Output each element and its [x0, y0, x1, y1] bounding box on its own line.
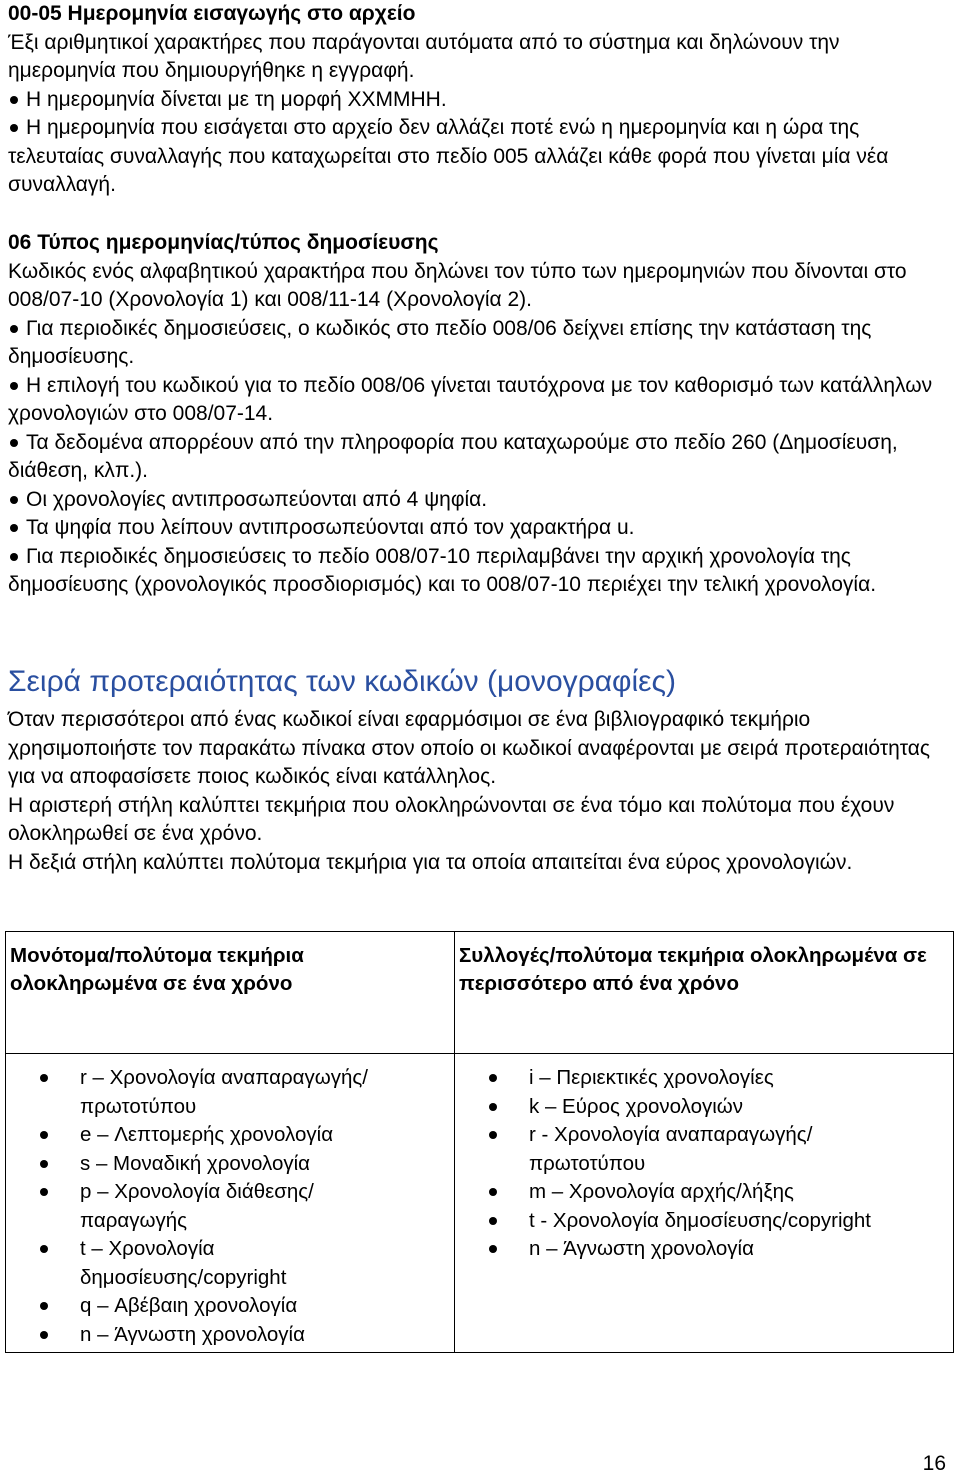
- section-title: 06 Τύπος ημερομηνίας/τύπος δημοσίευσης: [8, 231, 439, 254]
- paragraph: Όταν περισσότεροι από ένας κωδικοί είναι εφαρμόσιμοι σε ένα βιβλιογραφικό τεκμήριο χρησιμοποιήστε τον παρακάτω πίνακα στον οποίο οι κωδικοί αναφέρονται με σειρά προτεραιότητας για να αποφασίσετε ποιος κωδικός είναι κατάλληλος.: [8, 708, 931, 788]
- list-item: p – Χρονολογία διάθεσης/παραγωγής: [6, 1178, 416, 1235]
- bullet-item: Για περιοδικές δημοσιεύσεις, ο κωδικός στο πεδίο 008/06 δείχνει επίσης την κατάσταση της δημοσίευσης.: [8, 315, 952, 372]
- list-item: t – Χρονολογία δημοσίευσης/copyright: [6, 1235, 416, 1292]
- code-list-right: [455, 1064, 951, 1264]
- section-title: 00-05 Ημερομηνία εισαγωγής στο αρχείο: [8, 2, 416, 25]
- bullet-item: Η επιλογή του κωδικού για το πεδίο 008/06 γίνεται ταυτόχρονα με τον καθορισμό των κατάλληλων χρονολογιών στο 008/07-14.: [8, 372, 952, 429]
- paragraph: Η δεξιά στήλη καλύπτει πολύτομα τεκμήρια για τα οποία απαιτείται ένα εύρος χρονολογιών.: [8, 850, 853, 874]
- bullet-item: Η ημερομηνία δίνεται με τη μορφή ΧΧΜΜΗΗ.: [8, 86, 952, 115]
- list-item: r – Χρονολογία αναπαραγωγής/πρωτοτύπου: [6, 1064, 416, 1121]
- table-body-left: [5, 1053, 455, 1353]
- list-item: k – Εύρος χρονολογιών: [455, 1093, 951, 1122]
- list-item: t - Χρονολογία δημοσίευσης/copyright: [455, 1207, 951, 1236]
- section-field-06: [8, 229, 952, 600]
- list-item: n – Άγνωστη χρονολογία: [6, 1321, 416, 1350]
- table-body-right: [454, 1053, 954, 1353]
- priority-description: [8, 706, 952, 877]
- table-header-left: [5, 931, 455, 1054]
- list-item: r - Χρονολογία αναπαραγωγής/πρωτοτύπου: [455, 1121, 859, 1178]
- list-item: e – Λεπτομερής χρονολογία: [6, 1121, 416, 1150]
- table-header-right-text: Συλλογές/πολύτομα τεκμήρια ολοκληρωμένα σε περισσότερο από ένα χρόνο: [459, 944, 927, 995]
- bullet-item: Τα δεδομένα απορρέουν από την πληροφορία που καταχωρούμε στο πεδίο 260 (Δημοσίευση, διάθεση, κλπ.).: [8, 429, 952, 486]
- list-item: m – Χρονολογία αρχής/λήξης: [455, 1178, 951, 1207]
- list-item: n – Άγνωστη χρονολογία: [455, 1235, 951, 1264]
- bullet-item: Οι χρονολογίες αντιπροσωπεύονται από 4 ψηφία.: [8, 486, 952, 515]
- bullet-item: Η ημερομηνία που εισάγεται στο αρχείο δεν αλλάζει ποτέ ενώ η ημερομηνία και η ώρα της τελευταίας συναλλαγής που καταχωρείται στο πεδίο 005 αλλάζει κάθε φορά που γίνεται μία νέα συναλλαγή.: [8, 114, 952, 200]
- paragraph: Η αριστερή στήλη καλύπτει τεκμήρια που ολοκληρώνονται σε ένα τόμο και πολύτομα που έχουν ολοκληρωθεί σε ένα χρόνο.: [8, 793, 895, 845]
- bullet-item: Για περιοδικές δημοσιεύσεις το πεδίο 008/07-10 περιλαμβάνει την αρχική χρονολογία της δημοσίευσης (χρονολογικός προσδιορισμός) και το 008/07-10 περιέχει την τελική χρονολογία.: [8, 543, 952, 600]
- list-item: q – Αβέβαιη χρονολογία: [6, 1292, 416, 1321]
- table-header-left-text: Μονότομα/πολύτομα τεκμήρια ολοκληρωμένα σε ένα χρόνο: [10, 944, 304, 995]
- bullet-item: Τα ψηφία που λείπουν αντιπροσωπεύονται από τον χαρακτήρα u.: [8, 514, 952, 543]
- paragraph: Κωδικός ενός αλφαβητικού χαρακτήρα που δηλώνει τον τύπο των ημερομηνιών που δίνονται στο 008/07-10 (Χρονολογία 1) και 008/11-14 (Χρονολογία 2).: [8, 259, 907, 311]
- paragraph: Έξι αριθμητικοί χαρακτήρες που παράγονται αυτόματα από το σύστημα και δηλώνουν την ημερομηνία που δημιουργήθηκε η εγγραφή.: [8, 30, 840, 82]
- list-item: s – Μοναδική χρονολογία: [6, 1150, 416, 1179]
- list-item: i – Περιεκτικές χρονολογίες: [455, 1064, 951, 1093]
- section-field-005: [8, 0, 952, 200]
- table-header-right: [454, 931, 954, 1054]
- code-list-left: [6, 1064, 416, 1349]
- section-heading: Σειρά προτεραιότητας των κωδικών (μονογραφίες): [8, 665, 676, 698]
- page-number: 16: [922, 1452, 946, 1475]
